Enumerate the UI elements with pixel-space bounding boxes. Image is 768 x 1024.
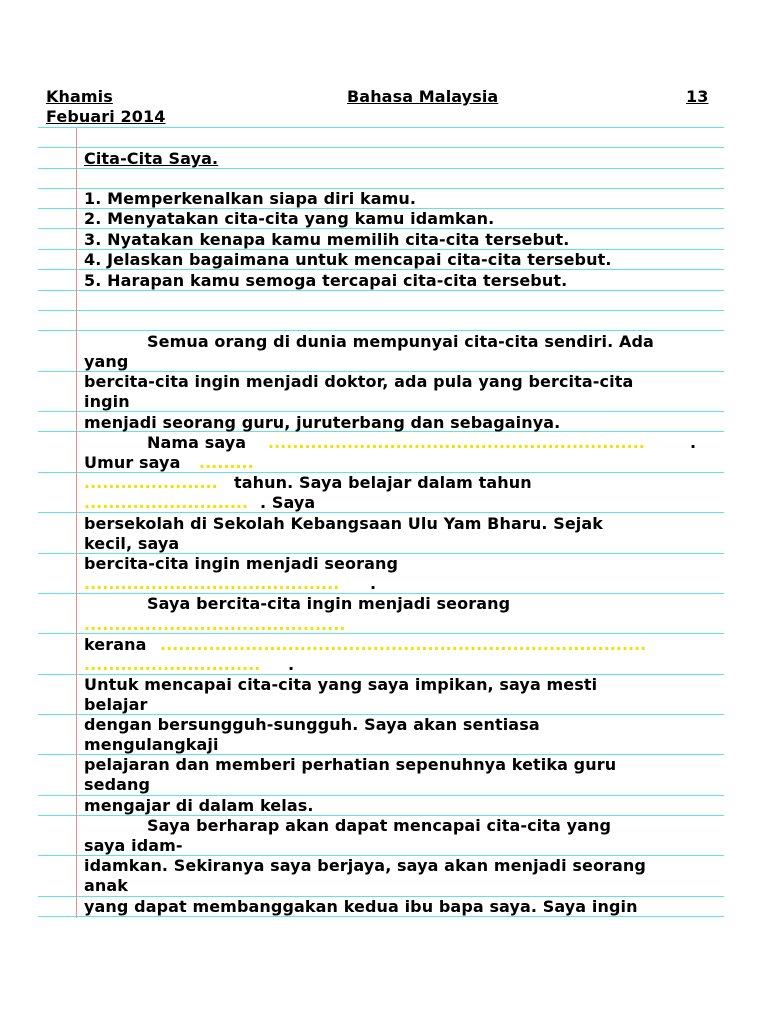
essay-line: menjadi seorang guru, juruterbang dan sebagainya. <box>84 413 561 432</box>
age-label: Umur saya <box>84 453 181 472</box>
essay-line: yang dapat membanggakan kedua ibu bapa saya. Saya ingin <box>84 897 638 916</box>
rule-line <box>38 168 724 169</box>
age-blank: ......... <box>199 453 254 472</box>
rule-line <box>38 310 724 311</box>
essay-line: sedang <box>84 775 151 794</box>
essay-line: saya idam- <box>84 836 183 855</box>
reason-blank: ................................................................................ <box>160 635 647 654</box>
ambition-blank: ........................................... <box>84 615 346 634</box>
year-blank: ........................... <box>84 493 249 512</box>
essay-line: . <box>288 655 295 674</box>
rule-line <box>38 127 724 128</box>
essay-line: yang <box>84 352 129 371</box>
margin-line <box>76 128 77 918</box>
header-date-number: 13 <box>686 87 709 106</box>
essay-line: belajar <box>84 695 148 714</box>
rule-line <box>38 330 724 331</box>
reason-blank: ............................. <box>84 655 261 674</box>
ambition-blank: .......................................... <box>84 574 340 593</box>
essay-line: idamkan. Sekiranya saya berjaya, saya akan menjadi seorang <box>84 856 646 875</box>
rule-line <box>38 147 724 148</box>
essay-title: Cita-Cita Saya. <box>84 149 219 168</box>
essay-line: . <box>370 574 377 593</box>
name-label: Nama saya <box>147 433 247 452</box>
rule-line <box>38 411 724 412</box>
rule-line <box>38 512 724 513</box>
essay-line: anak <box>84 876 129 895</box>
essay-line: Saya berharap akan dapat mencapai cita-cita yang <box>147 816 612 835</box>
essay-line: Saya bercita-cita ingin menjadi seorang <box>147 594 511 613</box>
instruction-item: 4. Jelaskan bagaimana untuk mencapai cita-cita tersebut. <box>84 250 612 269</box>
essay-line: Untuk mencapai cita-cita yang saya impikan, saya mesti <box>84 675 598 694</box>
instruction-item: 5. Harapan kamu semoga tercapai cita-cita tersebut. <box>84 271 568 290</box>
header-month-year: Febuari 2014 <box>46 107 166 126</box>
essay-line: . Saya <box>260 493 316 512</box>
header-day: Khamis <box>46 87 113 106</box>
essay-line: mengulangkaji <box>84 735 219 754</box>
header-subject: Bahasa Malaysia <box>347 87 499 106</box>
reason-label: kerana <box>84 635 147 654</box>
instruction-item: 2. Menyatakan cita-cita yang kamu idamkan. <box>84 209 495 228</box>
essay-line: pelajaran dan memberi perhatian sepenuhnya ketika guru <box>84 755 617 774</box>
essay-line: ingin <box>84 392 130 411</box>
essay-line: mengajar di dalam kelas. <box>84 796 314 815</box>
rule-line <box>38 916 724 917</box>
essay-line: Semua orang di dunia mempunyai cita-cita sendiri. Ada <box>147 332 654 351</box>
rule-line <box>38 269 724 270</box>
essay-line: kecil, saya <box>84 534 180 553</box>
essay-line: tahun. Saya belajar dalam tahun <box>234 473 532 492</box>
essay-line: bercita-cita ingin menjadi doktor, ada pula yang bercita-cita <box>84 372 634 391</box>
instruction-item: 1. Memperkenalkan siapa diri kamu. <box>84 189 417 208</box>
instruction-item: 3. Nyatakan kenapa kamu memilih cita-cita tersebut. <box>84 230 570 249</box>
rule-line <box>38 290 724 291</box>
essay-line: bersekolah di Sekolah Kebangsaan Ulu Yam Bharu. Sejak <box>84 514 603 533</box>
name-blank: .............................................................. <box>268 433 645 452</box>
essay-line: dengan bersungguh-sungguh. Saya akan sentiasa <box>84 715 540 734</box>
rule-line <box>38 228 724 229</box>
essay-line: bercita-cita ingin menjadi seorang <box>84 554 399 573</box>
age-blank: ...................... <box>84 473 218 492</box>
essay-line: . <box>690 433 697 452</box>
